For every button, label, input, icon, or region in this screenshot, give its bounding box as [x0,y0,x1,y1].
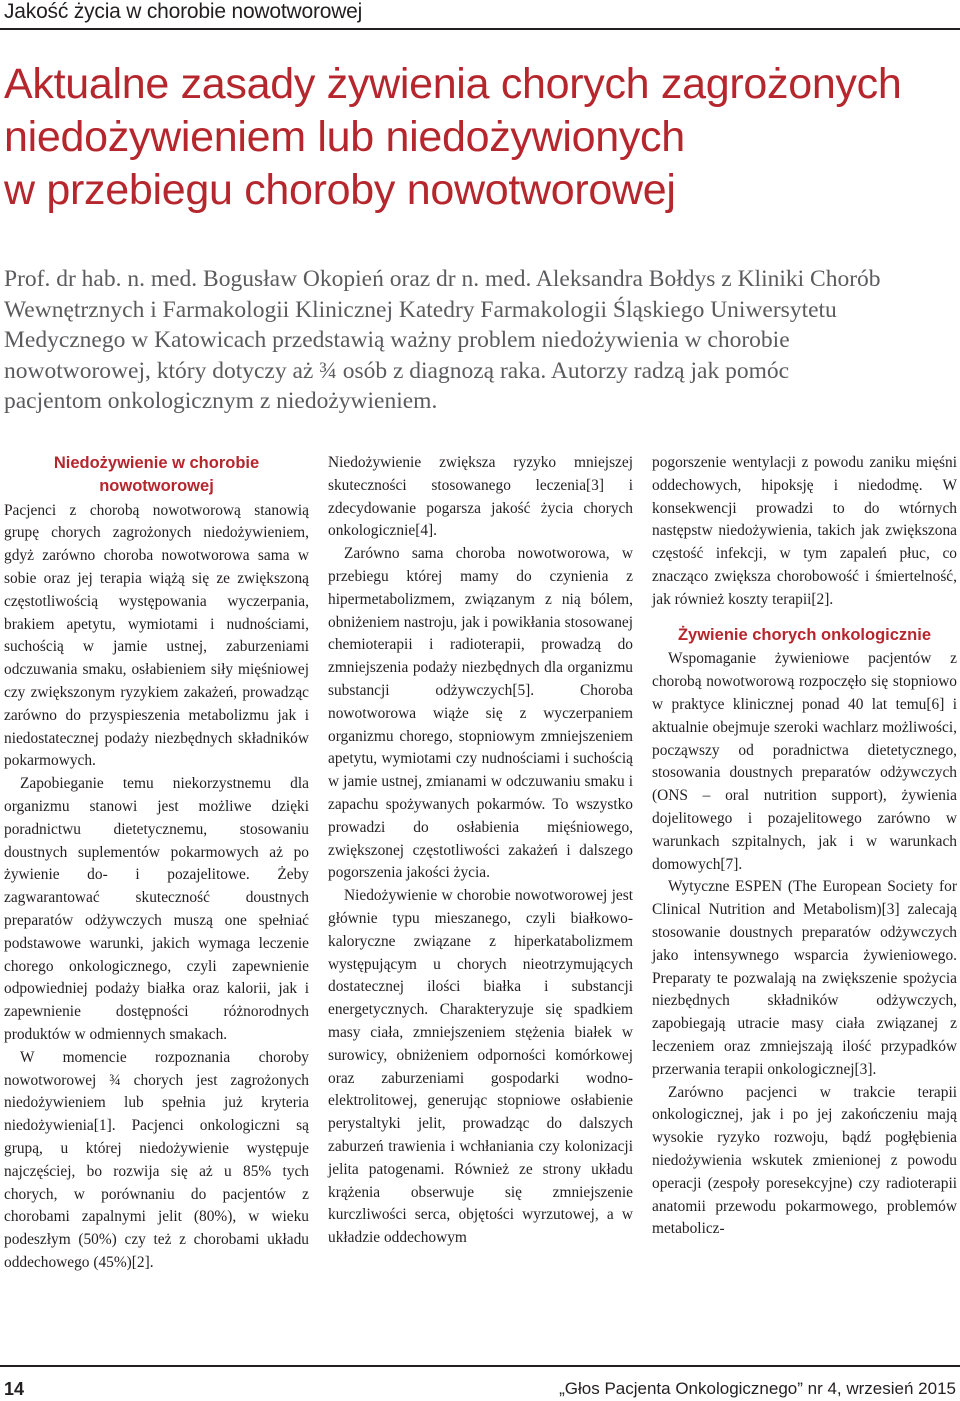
body-paragraph: pogorszenie wentylacji z powodu zaniku mięśni oddechowych, hipoksję i niedodmę. W konsekwencji prowadzi to do wtórnych następstw niedożywienia, takich jak zwiększona częstość infekcji, w tym zapaleń płuc, co znacząco zwiększa chorobowość i śmiertelność, jak również koszty terapii[2]. [652,454,957,608]
text-column-2 [328,452,633,1250]
lead-line: pacjentom onkologicznym z niedożywieniem. [4,388,438,414]
lead-line: Medycznego w Katowicach przedstawią ważny problem niedożywienia w chorobie [4,327,790,353]
lead-line: Prof. dr hab. n. med. Bogusław Okopień oraz dr n. med. Aleksandra Bołdys z Kliniki Chorób [4,266,881,292]
section-heading-nutrition: Żywienie chorych onkologicznie [677,625,932,644]
body-paragraph: W momencie rozpoznania choroby nowotworowej ¾ chorych jest zagrożonych niedożywieniem lub spełnia już kryteria niedożywienia[1]. Pacjenci onkologiczni są grupą, u której niedożywienie występuje najczęściej, bo rozwija się aż u 85% tych chorych, w porównaniu do pacjentów z chorobami zapalnymi jelit (80%), w wieku podeszłym (50%) czy też z chorobami układu oddechowego (45%)[2]. [4,1048,309,1271]
lead-line: Wewnętrznych i Farmakologii Klinicznej Katedry Farmakologii Śląskiego Uniwersytetu [4,296,837,323]
journal-citation: „Głos Pacjenta Onkologicznego” nr 4, wrzesień 2015 [559,1379,956,1398]
body-paragraph: Zarówno pacjenci w trakcie terapii onkologicznej, jak i po jej zakończeniu mają wysokie ryzyko rozwoju, bądź pogłębienia niedożywienia wskutek zmienionej z powodu operacji (zespoły poresekcyjne) czy radioterapii anatomii przewodu pokarmowego, problemów metabolicz- [652,1083,957,1238]
footer-rule [0,1365,960,1367]
text-column-1 [4,452,309,1275]
body-paragraph: Niedożywienie zwiększa ryzyko mniejszej skuteczności stosowanego leczenia[3] i zdecydowanie pogarsza jakość życia chorych onkologicznie[4]. [328,454,633,540]
lead-line: nowotworowej, który dotyczy aż ¾ osób z diagnozą raka. Autorzy radzą jak pomóc [4,357,790,384]
body-paragraph: Zapobieganie temu niekorzystnemu dla organizmu stanowi jest możliwe dzięki poradnictwu dietetycznemu, stosowaniu doustnych suplementów pokarmowych aż po żywienie do- i pozajelitowe. Żeby zagwarantować skuteczność doustnych preparatów odżywczych muszą one spełniać podstawowe warunki, jakich wymaga leczenie chorego onkologicznego, czyli zapewnienie odpowiedniej podaży białka oraz kalorii, jak i zapewnienie dostępności różnorodnych produktów w odmiennych smakach. [4,775,309,1043]
text-column-3 [652,452,957,1241]
body-paragraph: Zarówno sama choroba nowotworowa, w przebiegu której mamy do czynienia z hipermetabolizmem, związanym z nią bólem, obniżeniem nastroju, jak i powikłania stosowanej chemioterapii i radioterapii, prowadzą do zmniejszenia podaży niezbędnych dla organizmu substancji odżywczych[5]. Choroba nowotworowa wiąże się z wyczerpaniem organizmu chorego, stopniowym zmniejszeniem apetytu, wymiotami czy nudnościami i suchością w jamie ustnej, zmianami w odczuwaniu smaku i zapachu spożywanych pokarmów. To wszystko prowadzi do osłabienia mięśniowego, zwiększonej częstotliwości zakażeń i dalszego pogorszenia jakości życia. [328,545,633,882]
title-line: w przebiegu choroby nowotworowej [4,166,676,214]
header-rule [0,28,960,30]
section-heading-malnutrition: Niedożywienie w chorobie nowotworowej [53,454,260,495]
body-paragraph: Pacjenci z chorobą nowotworową stanowią grupę chorych zagrożonych niedożywieniem, gdyż zarówno choroba nowotworowa sama w sobie oraz jej terapia wiążą się ze zwiększoną częstotliwością występowania wyczerpania, brakiem apetytu, wymiotami i nudnościami, suchością w jamie ustnej, zaburzeniami odczuwania smaku, osłabieniem siły mięśniowej czy zwiększonym ryzykiem zakażeń, prowadząc zarówno do przyspieszenia metabolizmu jak i niedostatecznej podaży niezbędnych składników pokarmowych. [4,501,309,770]
page-number: 14 [4,1379,25,1399]
article-title [4,58,954,217]
body-paragraph: Niedożywienie w chorobie nowotworowej jest głównie typu mieszanego, czyli białkowo-kaloryczne związane z hiperkatabolizmem występującym u chorych nieotrzymujących dostatecznej ilości białka i substancji energetycznych. Charakteryzuje się spadkiem masy ciała, zmniejszeniem stężenia białek w surowicy, obniżeniem odporności komórkowej oraz zaburzeniami gospodarki wodno-elektrolitowej, generując stopniowe osłabienie perystaltyki jelit, prowadząc do dalszych zaburzeń trawienia i wchłaniania czy kolonizacji jelita patogenami. Również ze strony układu krążenia obserwuje się zmniejszenie kurczliwości serca, objętości wyrzutowej, a w układzie oddechowym [328,887,633,1247]
body-paragraph: Wspomaganie żywieniowe pacjentów z chorobą nowotworową rozpoczęło się stopniowo w praktyce klinicznej ponad 40 lat temu[6] i aktualnie obejmuje szeroki wachlarz możliwości, począwszy od poradnictwa dietetycznego, stosowania doustnych preparatów odżywczych (ONS – oral nutrition support), żywienia dojelitowego i pozajelitowego zarówno w warunkach szpitalnych, jak i w warunkach domowych[7]. [652,650,957,873]
lead-paragraph [4,264,954,417]
body-paragraph: Wytyczne ESPEN (The European Society for Clinical Nutrition and Metabolism)[3] zalecają stosowanie doustnych preparatów odżywczych jako intensywnego wsparcia żywieniowego. Preparaty te pozwalają na zwiększenie spożycia niezbędnych składników odżywczych, zapobiegają utracie masy ciała związanej z leczeniem oraz zmniejszają ilość przypadków przerwania terapii onkologicznej[3]. [652,878,957,1078]
title-line: niedożywieniem lub niedożywionych [4,113,685,161]
title-line: Aktualne zasady żywienia chorych zagrożonych [4,60,902,108]
running-head: Jakość życia w chorobie nowotworowej [4,0,363,23]
